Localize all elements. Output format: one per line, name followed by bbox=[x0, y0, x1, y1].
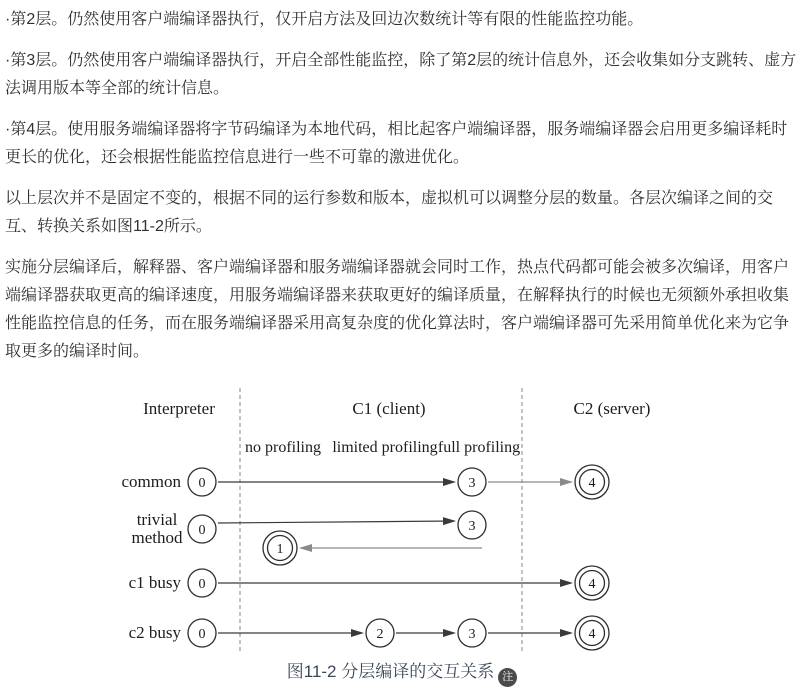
row-trivial-method bbox=[132, 510, 487, 565]
label-full-profiling: full profiling bbox=[437, 439, 521, 456]
label-limited-profiling: limited profiling bbox=[332, 439, 438, 456]
node-c2busy-2-value: 2 bbox=[376, 627, 384, 642]
row-label-common: common bbox=[121, 472, 181, 491]
column-header-interpreter: Interpreter bbox=[143, 399, 215, 418]
row-common bbox=[122, 465, 610, 499]
note-badge-icon[interactable]: 注 bbox=[498, 668, 517, 687]
node-common-0-value: 0 bbox=[198, 476, 206, 491]
node-trivial-3-value: 3 bbox=[468, 519, 476, 534]
arrow-trivial-0-to-3 bbox=[218, 521, 454, 523]
node-c2busy-4-value: 4 bbox=[588, 627, 596, 642]
node-common-3-value: 3 bbox=[468, 476, 476, 491]
row-label-c1-busy: c1 busy bbox=[128, 573, 181, 592]
figure-11-2 bbox=[5, 386, 799, 687]
row-label-c2-busy: c2 busy bbox=[128, 623, 181, 642]
node-c2busy-0-value: 0 bbox=[198, 627, 206, 642]
node-common-4-value: 4 bbox=[588, 476, 596, 491]
paragraph-tier2: ·第2层。仍然使用客户端编译器执行，仅开启方法及回边次数统计等有限的性能监控功能。 bbox=[5, 11, 644, 28]
row-c2-busy bbox=[129, 616, 609, 650]
paragraph-tier4: ·第4层。使用服务端编译器将字节码编译为本地代码，相比起客户端编译器，服务端编译器会启用更多编译耗时更长的优化，还会根据性能监控信息进行一些不可靠的激进优化。 bbox=[5, 121, 788, 166]
label-no-profiling: no profiling bbox=[245, 439, 321, 456]
figure-caption bbox=[5, 660, 799, 687]
row-c1-busy bbox=[129, 566, 609, 600]
column-header-c1-client: C1 (client) bbox=[352, 399, 426, 418]
node-trivial-1-value: 1 bbox=[276, 542, 284, 557]
row-label-trivial: trivial bbox=[136, 510, 178, 529]
column-header-c2-server: C2 (server) bbox=[573, 399, 651, 418]
paragraph-tiered-compilation: 实施分层编译后，解释器、客户端编译器和服务端编译器就会同时工作，热点代码都可能会被多次编译，用客户端编译器获取更高的编译速度，用服务端编译器来获取更好的编译质量，在解释执行的时候也无须额外承担收集性能监控信息的任务，而在服务端编译器采用高复杂度的优化算法时，客户端编译器可先采用简单优化来为它争取更多的编译时间。 bbox=[5, 259, 790, 360]
paragraph-tier3: ·第3层。仍然使用客户端编译器执行，开启全部性能监控，除了第2层的统计信息外，还会收集如分支跳转、虚方法调用版本等全部的统计信息。 bbox=[5, 52, 797, 97]
row-label-method: method bbox=[131, 528, 183, 547]
figure-caption-text: 图11-2 分层编译的交互关系 bbox=[286, 662, 495, 681]
node-c2busy-3-value: 3 bbox=[468, 627, 476, 642]
node-c1busy-0-value: 0 bbox=[198, 577, 206, 592]
paragraph-tier-note: 以上层次并不是固定不变的，根据不同的运行参数和版本，虚拟机可以调整分层的数量。各层次编译之间的交互、转换关系如图11-2所示。 bbox=[5, 190, 774, 235]
node-trivial-0-value: 0 bbox=[198, 523, 206, 538]
tiered-compilation-diagram bbox=[117, 386, 687, 658]
node-c1busy-4-value: 4 bbox=[588, 577, 596, 592]
